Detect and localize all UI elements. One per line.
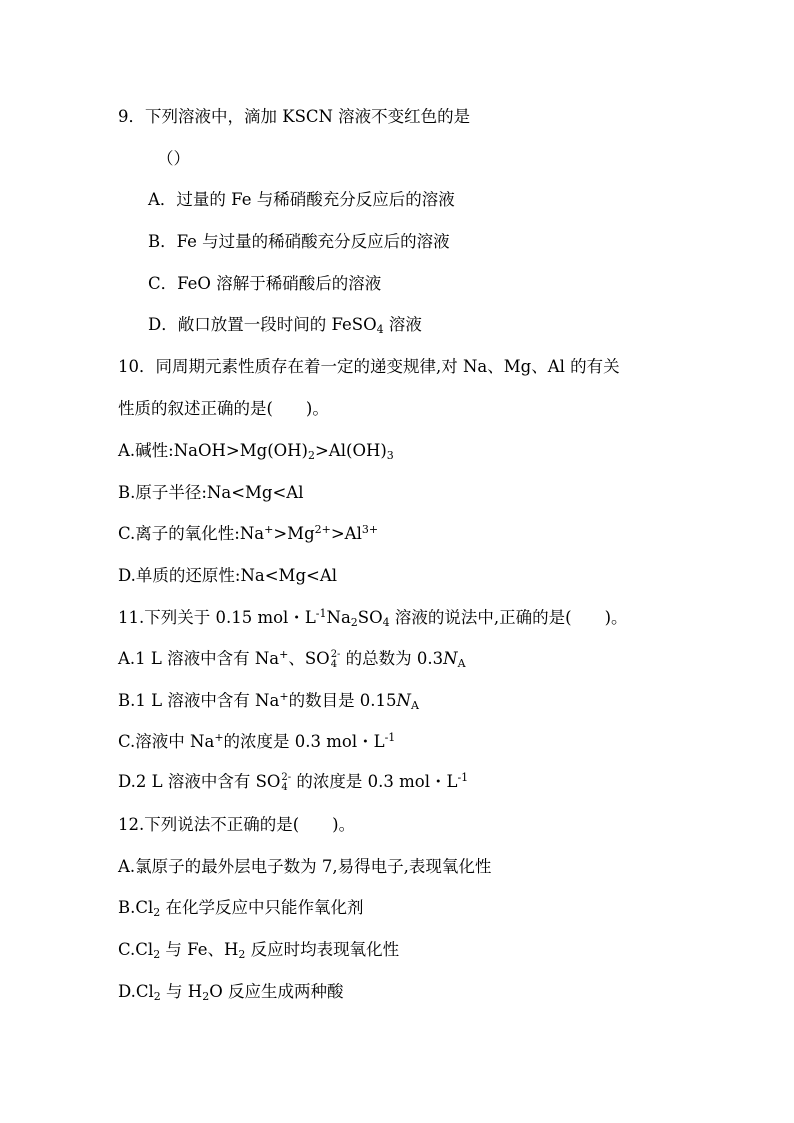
- q10-option-c-sup2: 2+: [314, 523, 331, 536]
- q10-option-a-sub2: 3: [386, 449, 394, 462]
- q9-option-b-text: B．Fe 与过量的稀硝酸充分反应后的溶液: [148, 232, 450, 251]
- q11-option-b-avogadro-sub: A: [410, 699, 419, 712]
- q11-option-c: [118, 731, 395, 753]
- q11-option-c-sup: +: [214, 731, 224, 744]
- q10-option-c-mid1: >Mg: [273, 524, 315, 543]
- q10-option-c-sup1: +: [264, 523, 274, 536]
- q11-option-a: [118, 648, 466, 670]
- q11-option-a-ion-sub: 4: [330, 658, 338, 670]
- q11-stem-so: SO: [357, 608, 383, 627]
- q10-stem-line2: [118, 398, 329, 420]
- q12-option-d-text: D.Cl: [118, 982, 154, 1001]
- q9-option-d-subscript: 4: [376, 323, 384, 336]
- q11-option-d-tail: 的浓度是 0.3 mol・L: [291, 772, 458, 791]
- q11-option-d: [118, 771, 468, 793]
- q9-option-a: [148, 189, 455, 211]
- q12-option-c-text: C.Cl: [118, 940, 154, 959]
- q12-option-d-sub1: 2: [153, 990, 161, 1003]
- q11-option-a-ion-charge: 2-: [330, 648, 341, 660]
- q11-stem-text: 11.下列关于 0.15 mol・L: [118, 608, 316, 627]
- q11-option-a-text: A.1 L 溶液中含有 Na: [118, 649, 280, 668]
- q10-stem-text2: 性质的叙述正确的是( )。: [118, 399, 329, 418]
- q10-option-d: [118, 565, 337, 587]
- q11-option-d-sulfate-charge: [280, 771, 291, 793]
- q12-stem-text: 12.下列说法不正确的是( )。: [118, 815, 356, 834]
- q9-paren-text: （）: [157, 149, 190, 168]
- q12-option-b-sub: 2: [153, 906, 161, 919]
- q11-stem-tail: 溶液的说法中,正确的是( )。: [389, 608, 628, 627]
- q11-option-b-sup: +: [279, 690, 289, 703]
- q9-stem: [118, 106, 470, 128]
- q11-stem-sub2: 4: [382, 616, 390, 629]
- q12-option-c: [118, 939, 399, 961]
- q11-stem: [118, 607, 628, 629]
- q11-option-c-sup2: -1: [384, 731, 396, 744]
- q11-option-a-sup: +: [279, 648, 289, 661]
- q12-stem: [118, 814, 355, 836]
- q12-option-b-text: B.Cl: [118, 898, 154, 917]
- q10-option-a-text: A.碱性:NaOH>Mg(OH): [118, 441, 308, 460]
- q10-option-a: [118, 440, 394, 462]
- q12-option-a: [118, 856, 491, 878]
- q10-option-b: [118, 482, 304, 504]
- q12-option-a-text: A.氯原子的最外层电子数为 7,易得电子,表现氧化性: [118, 857, 492, 876]
- q10-option-c-mid2: >Al: [330, 524, 362, 543]
- q11-stem-sup: -1: [315, 607, 327, 620]
- q11-option-b: [118, 690, 419, 712]
- q11-option-b-avogadro: N: [396, 691, 411, 710]
- q12-option-d: [118, 981, 343, 1003]
- q12-option-d-sub2: 2: [202, 990, 210, 1003]
- q10-stem-text1: 10．同周期元素性质存在着一定的递变规律,对 Na、Mg、Al 的有关: [118, 357, 620, 376]
- q11-option-d-sup: -1: [457, 771, 469, 784]
- q11-option-c-tail: 的浓度是 0.3 mol・L: [223, 732, 385, 751]
- q10-option-b-text: B.原子半径:Na<Mg<Al: [118, 483, 304, 502]
- q12-option-c-mid: 与 Fe、H: [160, 940, 239, 959]
- q12-option-c-tail: 反应时均表现氧化性: [245, 940, 400, 959]
- q11-option-c-text: C.溶液中 Na: [118, 732, 215, 751]
- q11-option-a-tail: 的总数为 0.3: [340, 649, 444, 668]
- q11-option-a-sulfate-charge: [330, 648, 341, 670]
- q9-stem-text: 9．下列溶液中，滴加 KSCN 溶液不变红色的是: [118, 107, 471, 126]
- q10-option-c: [118, 523, 378, 545]
- q11-option-a-avogadro: N: [443, 649, 458, 668]
- q9-option-d-tail: 溶液: [383, 315, 422, 334]
- q12-option-d-tail: O 反应生成两种酸: [209, 982, 344, 1001]
- q9-option-d-text: D．敞口放置一段时间的 FeSO: [148, 315, 377, 334]
- q11-stem-sub1: 2: [350, 616, 358, 629]
- q10-option-a-sub1: 2: [307, 449, 315, 462]
- q11-option-a-so: 、SO: [288, 649, 330, 668]
- q10-option-c-text: C.离子的氧化性:Na: [118, 524, 265, 543]
- q11-option-d-ion-charge: 2-: [281, 771, 292, 783]
- q11-stem-na: Na: [326, 608, 351, 627]
- q12-option-c-sub1: 2: [153, 948, 161, 961]
- q9-option-b: [148, 231, 450, 253]
- q11-option-b-tail: 的数目是 0.15: [288, 691, 397, 710]
- q11-option-d-ion-sub: 4: [281, 781, 288, 793]
- q9-option-c: [148, 273, 381, 295]
- q11-option-a-avogadro-sub: A: [457, 657, 466, 670]
- q9-answer-paren: [157, 148, 190, 170]
- q10-option-a-mid: >Al(OH): [314, 441, 387, 460]
- q10-stem-line1: [118, 356, 620, 378]
- q10-option-c-sup3: 3+: [361, 523, 379, 536]
- q10-option-d-text: D.单质的还原性:Na<Mg<Al: [118, 566, 338, 585]
- q12-option-c-sub2: 2: [238, 948, 246, 961]
- q9-option-a-text: A．过量的 Fe 与稀硝酸充分反应后的溶液: [148, 190, 455, 209]
- q9-option-d: [148, 314, 422, 336]
- q9-option-c-text: C．FeO 溶解于稀硝酸后的溶液: [148, 274, 382, 293]
- q11-option-b-text: B.1 L 溶液中含有 Na: [118, 691, 280, 710]
- q12-option-b-tail: 在化学反应中只能作氧化剂: [160, 898, 364, 917]
- q12-option-d-mid: 与 H: [160, 982, 203, 1001]
- q12-option-b: [118, 897, 364, 919]
- q11-option-d-text: D.2 L 溶液中含有 SO: [118, 772, 281, 791]
